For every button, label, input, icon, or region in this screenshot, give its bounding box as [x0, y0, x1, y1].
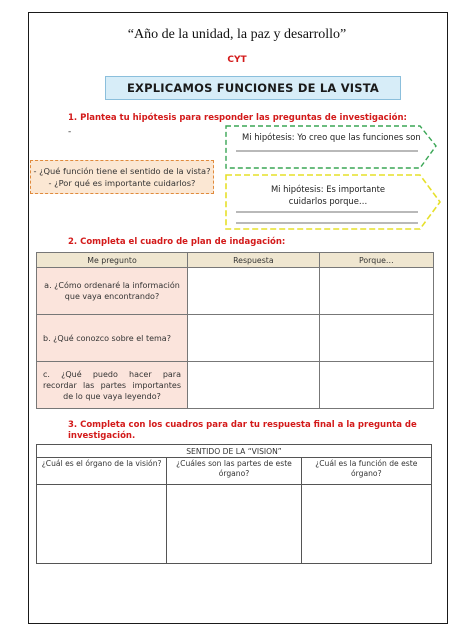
question-cell-c: c. ¿Qué puedo hacer para recordar las partes importantes de lo que vaya leyendo? [37, 362, 188, 409]
section3-question: 3. Completa con los cuadros para dar tu respuesta final a la pregunta de investigación. [68, 420, 417, 441]
research-question-2: - ¿Por qué es importante cuidarlos? [48, 178, 196, 188]
national-motto: “Año de la unidad, la paz y desarrollo” [127, 27, 347, 42]
table-row [37, 362, 434, 409]
column-header-respuesta: Respuesta [188, 253, 320, 268]
table-title-row [37, 445, 432, 458]
answer-cell-organ[interactable] [37, 485, 167, 564]
reason-cell-c[interactable] [319, 362, 433, 409]
reason-cell-b[interactable] [319, 315, 433, 362]
column-header-organ: ¿Cuál es el órgano de la visión? [37, 458, 167, 485]
reason-cell-a[interactable] [319, 268, 433, 315]
section2-question: 2. Completa el cuadro de plan de indagación: [68, 237, 286, 247]
table-row [37, 268, 434, 315]
subject-label: CYT [227, 55, 247, 65]
answer-cell-a[interactable] [188, 268, 320, 315]
hypothesis2-text: Mi hipótesis: Es importante cuidarlos porque… [270, 184, 386, 206]
table-row [37, 485, 432, 564]
question-cell-a: a. ¿Cómo ordenaré la información que vaya encontrando? [37, 268, 188, 315]
answer-cell-function[interactable] [301, 485, 431, 564]
column-header-porque: Porque… [319, 253, 433, 268]
page-title: EXPLICAMOS FUNCIONES DE LA VISTA [105, 76, 401, 100]
inquiry-plan-table [36, 252, 434, 409]
section1-question: 1. Plantea tu hipótesis para responder las preguntas de investigación: [68, 113, 407, 123]
research-questions-box [30, 160, 214, 194]
column-header-me-pregunto: Me pregunto [37, 253, 188, 268]
vision-table-title: SENTIDO DE LA “VISION” [37, 445, 432, 458]
table-header-row [37, 458, 432, 485]
answer-cell-b[interactable] [188, 315, 320, 362]
hypothesis1-text: Mi hipótesis: Yo creo que las funciones son [242, 132, 421, 142]
question-cell-b: b. ¿Qué conozco sobre el tema? [37, 315, 188, 362]
final-answer-table [36, 444, 432, 564]
answer-cell-parts[interactable] [167, 485, 301, 564]
section1-dash: - [68, 127, 72, 137]
table-row [37, 315, 434, 362]
table-header-row [37, 253, 434, 268]
research-question-1: - ¿Qué función tiene el sentido de la vista? [33, 166, 211, 176]
column-header-parts: ¿Cuáles son las partes de este órgano? [167, 458, 301, 485]
answer-cell-c[interactable] [188, 362, 320, 409]
column-header-function: ¿Cuál es la función de este órgano? [301, 458, 431, 485]
